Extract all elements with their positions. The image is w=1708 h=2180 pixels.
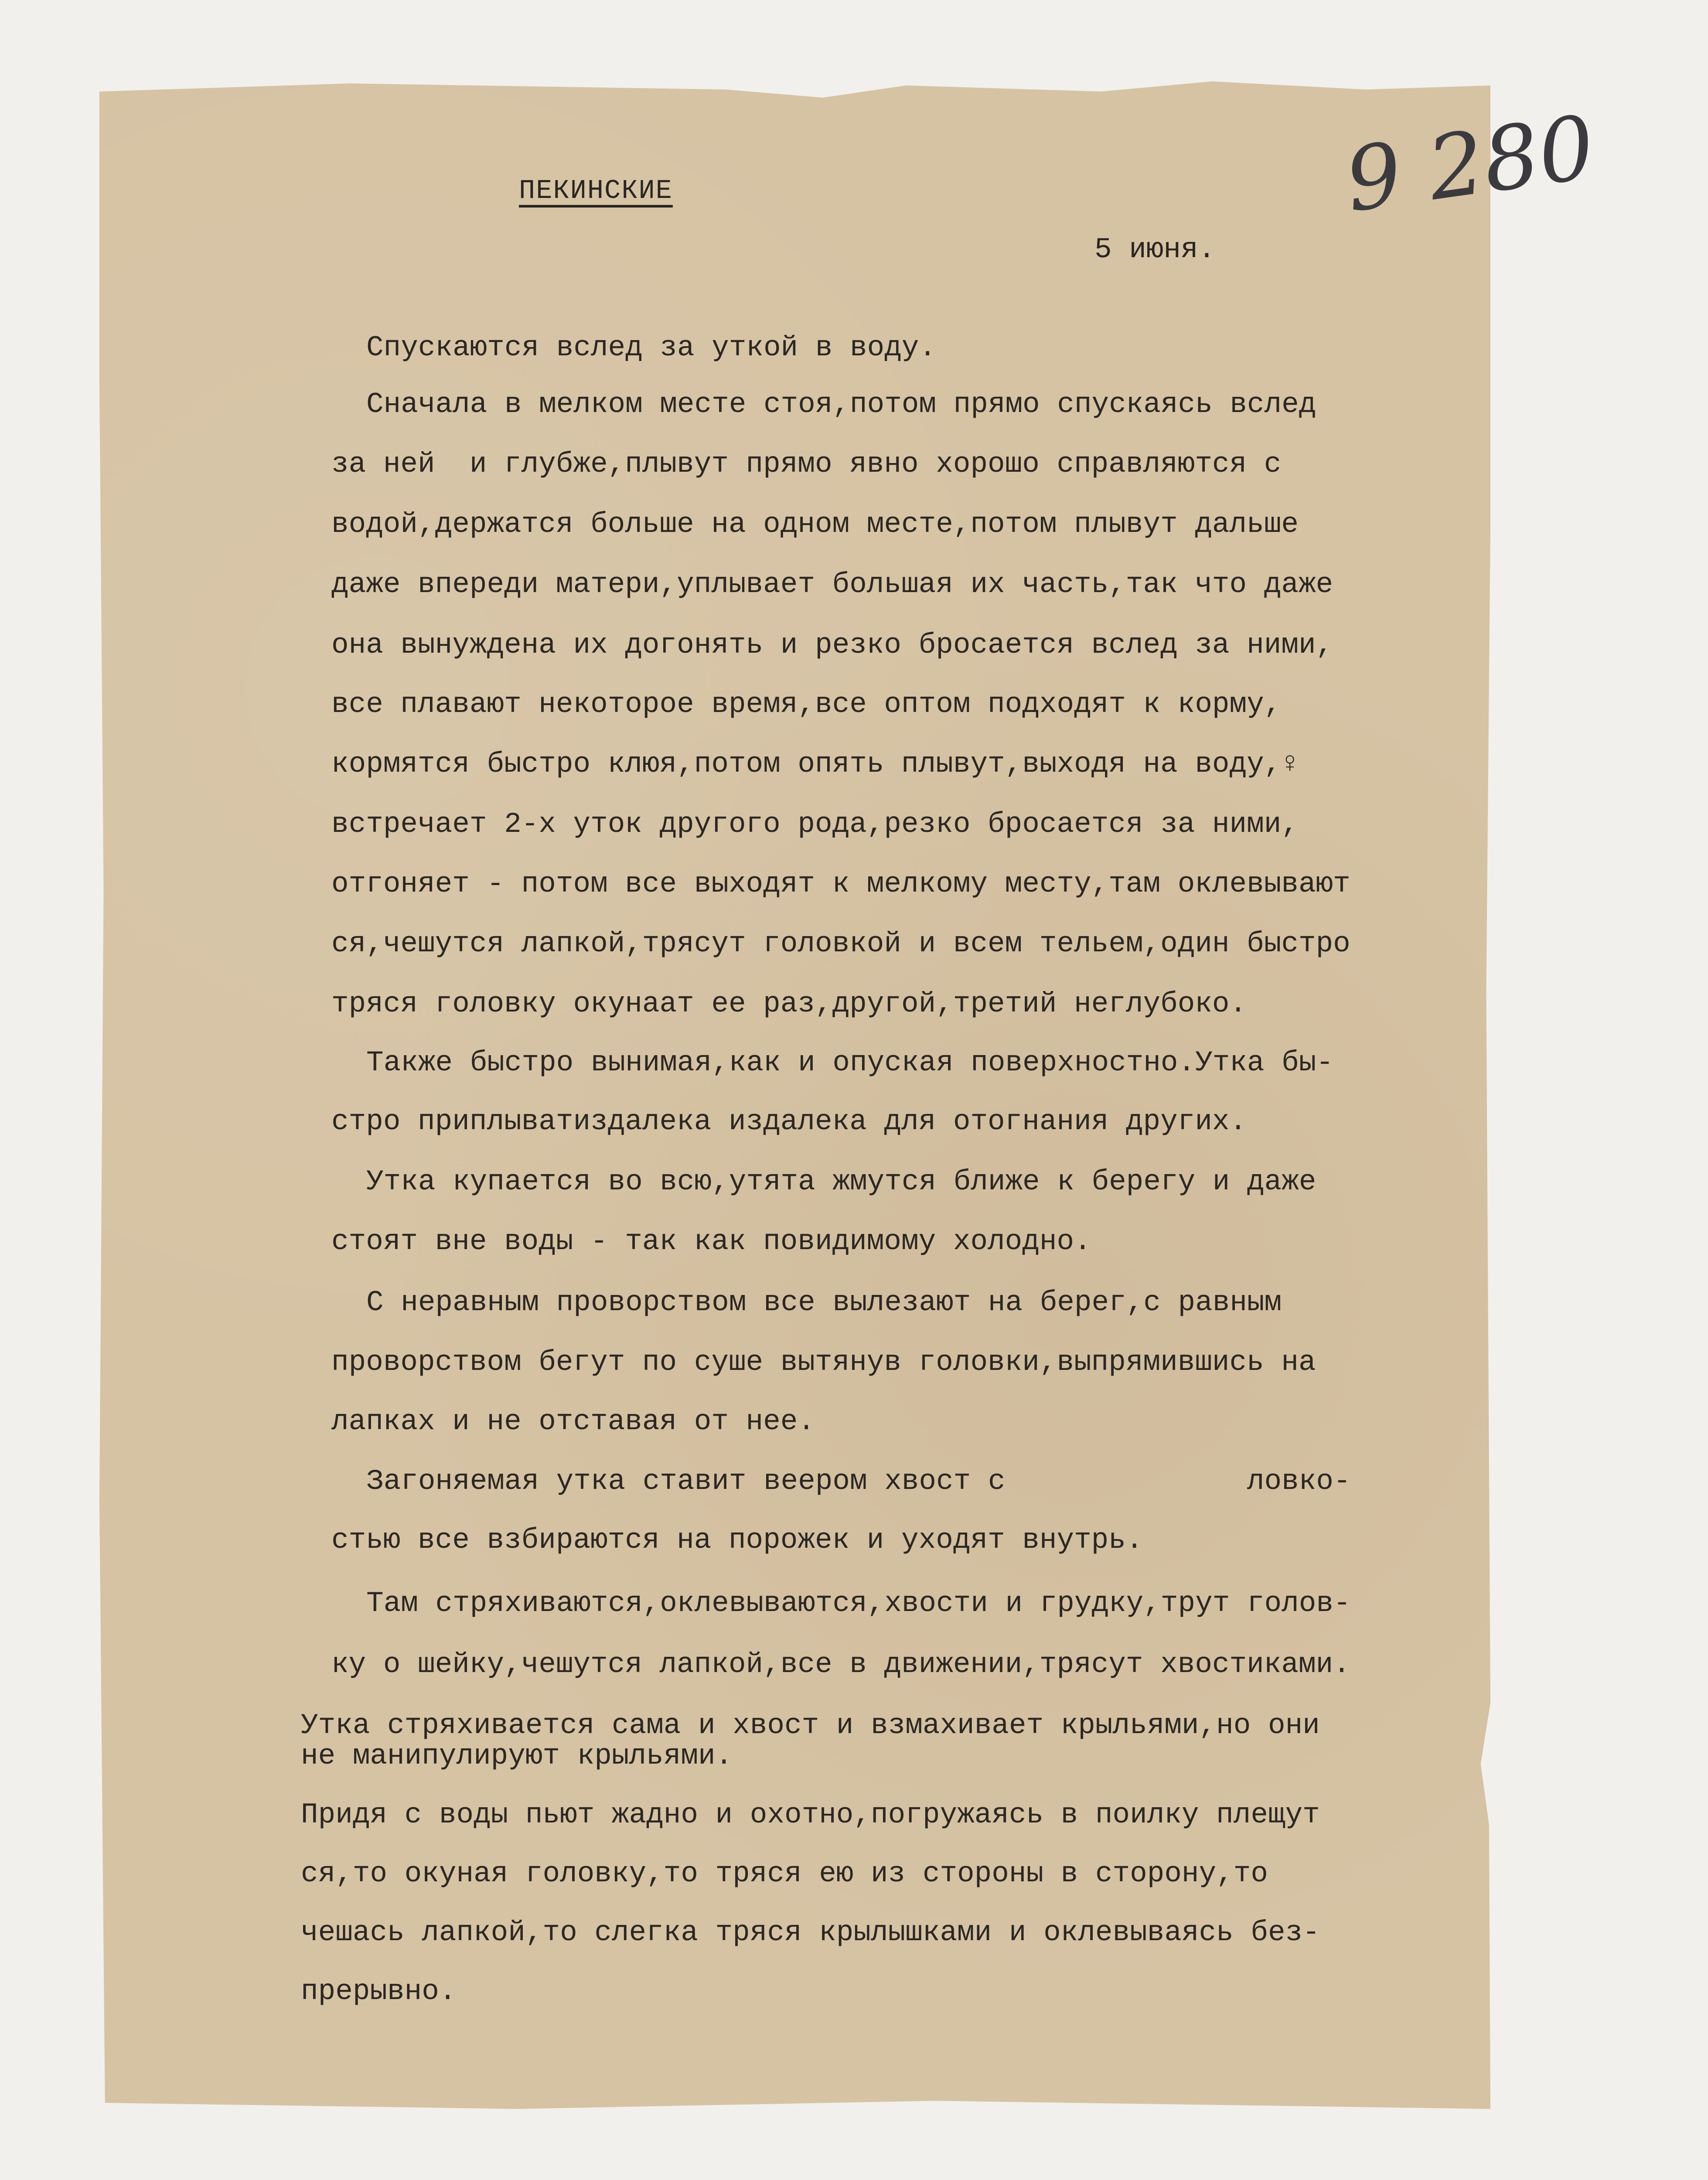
text-line: Спускаются вслед за уткой в воду. [366,331,937,364]
text-line: даже впереди матери,уплывает большая их часть,так что даже [331,568,1333,601]
text-line: Утка купается во всю,утята жмутся ближе к берегу и даже [366,1165,1316,1198]
text-line: ся,то окуная головку,то тряся ею из стороны в сторону,то [301,1857,1268,1890]
text-line: Там стряхиваются,оклевываются,хвости и грудку,трут голов- [366,1587,1351,1620]
handwritten-page-number: 9 280 [1339,96,1601,232]
text-line: ся,чешутся лапкой,трясут головкой и всем тельем,один быстро [331,927,1350,960]
text-line: проворством бегут по суше вытянув головки,выпрямившись на [331,1346,1316,1379]
text-line: встречает 2-х уток другого рода,резко бросается за ними, [331,808,1299,841]
text-line: лапках и не отставая от нее. [331,1405,815,1438]
text-line: чешась лапкой,то слегка тряся крылышками и оклевываясь без- [301,1916,1320,1949]
text-line: кормятся быстро клюя,потом опять плывут,выходя на воду,♀ [331,748,1299,780]
text-line: отгоняет - потом все выходят к мелкому месту,там оклевывают [331,868,1350,900]
text-line: не манипулируют крыльями. [301,1740,733,1772]
text-line: все плавают некоторое время,все оптом подходят к корму, [331,688,1282,721]
text-line: за ней и глубже,плывут прямо явно хорошо справляются с [331,448,1282,480]
text-line: водой,держатся больше на одном месте,потом плывут дальше [331,508,1299,541]
text-line: ку о шейку,чешутся лапкой,все в движении,трясут хвостиками. [331,1648,1350,1681]
text-line: тряся головку окунаат ее раз,другой,третий неглубоко. [331,988,1247,1020]
text-line: стро приплыватиздалека издалека для отогнания других. [331,1105,1247,1138]
text-line: Придя с воды пьют жадно и охотно,погружаясь в поилку плещут [301,1798,1320,1831]
text-line: Сначала в мелком месте стоя,потом прямо спускаясь вслед [366,388,1316,421]
document-date: 5 июня. [1094,233,1216,266]
text-line: стью все взбираются на порожек и уходят внутрь. [331,1524,1143,1557]
text-line: прерывно. [301,1975,457,2008]
text-line: Загоняемая утка ставит веером хвост с ловко- [366,1465,1351,1498]
text-line: Утка стряхивается сама и хвост и взмахивает крыльями,но они [301,1709,1320,1742]
text-line: Также быстро вынимая,как и опуская поверхностно.Утка бы- [366,1046,1333,1079]
text-line: она вынуждена их догонять и резко бросается вслед за ними, [331,629,1333,661]
text-line: С неравным проворством все вылезают на берег,с равным [366,1286,1282,1319]
document-title: ПЕКИНСКИЕ [519,175,673,206]
text-line: стоят вне воды - так как повидимому холодно. [331,1225,1091,1258]
